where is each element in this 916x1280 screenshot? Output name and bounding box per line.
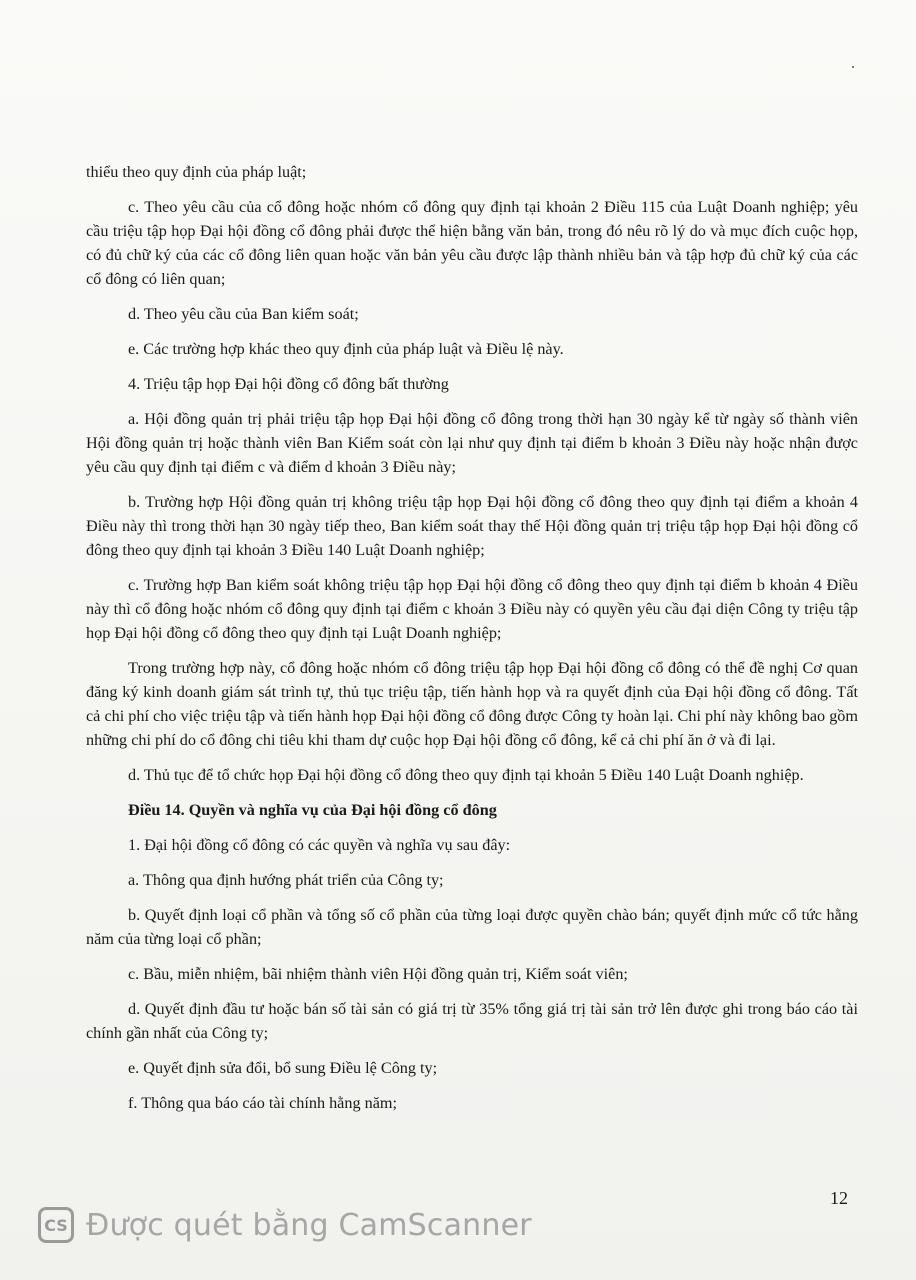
paragraph: b. Quyết định loại cổ phần và tổng số cổ phần của từng loại được quyền chào bán; quyết định mức cổ tức hằng năm của từng loại cổ phần; <box>86 906 858 948</box>
paragraph: thiểu theo quy định của pháp luật; <box>86 163 307 181</box>
paragraph: e. Các trường hợp khác theo quy định của pháp luật và Điều lệ này. <box>128 340 564 358</box>
paragraph: b. Trường hợp Hội đồng quản trị không triệu tập họp Đại hội đồng cổ đông theo quy định tại điểm a khoản 4 Điều này thì trong thời hạn 30 ngày tiếp theo, Ban kiểm soát thay thế Hội đồng quản trị triệu tập họp Đại hội đồng cổ đông theo quy định tại khoản 3 Điều 140 Luật Doanh nghiệp; <box>86 493 858 559</box>
camscanner-logo-icon: CS <box>38 1207 74 1243</box>
scan-speck <box>852 66 854 68</box>
paragraph: d. Quyết định đầu tư hoặc bán số tài sản có giá trị từ 35% tổng giá trị tài sản trở lên được ghi trong báo cáo tài chính gần nhất của Công ty; <box>86 1000 858 1042</box>
paragraph: 4. Triệu tập họp Đại hội đồng cổ đông bất thường <box>128 375 449 393</box>
document-body <box>86 160 858 1126</box>
watermark-text: Được quét bằng CamScanner <box>86 1207 532 1243</box>
paragraph: d. Theo yêu cầu của Ban kiểm soát; <box>128 305 359 323</box>
paragraph: a. Hội đồng quản trị phải triệu tập họp Đại hội đồng cổ đông trong thời hạn 30 ngày kể từ ngày số thành viên Hội đồng quản trị hoặc thành viên Ban Kiểm soát còn lại như quy định tại điểm b khoản 3 Điều này hoặc nhận được yêu cầu quy định tại điểm c và điểm d khoản 3 Điều này; <box>86 410 858 476</box>
paragraph: c. Theo yêu cầu của cổ đông hoặc nhóm cổ đông quy định tại khoản 2 Điều 115 của Luật Doanh nghiệp; yêu cầu triệu tập họp Đại hội đồng cổ đông phải được thể hiện bằng văn bản, trong đó nêu rõ lý do và mục đích cuộc họp, có đủ chữ ký của các cổ đông liên quan hoặc văn bản yêu cầu được lập thành nhiều bản và tập hợp đủ chữ ký của các cổ đông có liên quan; <box>86 198 858 288</box>
camscanner-watermark <box>38 1205 532 1245</box>
paragraph: c. Trường hợp Ban kiểm soát không triệu tập họp Đại hội đồng cổ đông theo quy định tại điểm b khoản 4 Điều này thì cổ đông hoặc nhóm cổ đông quy định tại điểm c khoản 3 Điều này có quyền yêu cầu đại diện Công ty triệu tập họp Đại hội đồng cổ đông theo quy định tại Luật Doanh nghiệp; <box>86 576 858 642</box>
page-number: 12 <box>830 1188 848 1208</box>
paragraph: d. Thủ tục để tổ chức họp Đại hội đồng cổ đông theo quy định tại khoản 5 Điều 140 Luật Doanh nghiệp. <box>128 766 804 784</box>
paragraph: e. Quyết định sửa đổi, bổ sung Điều lệ Công ty; <box>128 1059 438 1077</box>
paragraph: Trong trường hợp này, cổ đông hoặc nhóm cổ đông triệu tập họp Đại hội đồng cổ đông có thể đề nghị Cơ quan đăng ký kinh doanh giám sát trình tự, thủ tục triệu tập, tiến hành họp và ra quyết định của Đại hội đồng cổ đông. Tất cả chi phí cho việc triệu tập và tiến hành họp Đại hội đồng cổ đông được Công ty hoàn lại. Chi phí này không bao gồm những chi phí do cổ đông chi tiêu khi tham dự cuộc họp Đại hội đồng cổ đông, kể cả chi phí ăn ở và đi lại. <box>86 659 858 749</box>
paragraph: c. Bầu, miễn nhiệm, bãi nhiệm thành viên Hội đồng quản trị, Kiểm soát viên; <box>128 965 628 983</box>
paragraph: f. Thông qua báo cáo tài chính hằng năm; <box>128 1094 397 1112</box>
paragraph: 1. Đại hội đồng cổ đông có các quyền và nghĩa vụ sau đây: <box>128 836 511 854</box>
article-heading: Điều 14. Quyền và nghĩa vụ của Đại hội đồng cổ đông <box>128 801 497 819</box>
paragraph: a. Thông qua định hướng phát triển của Công ty; <box>128 871 444 889</box>
